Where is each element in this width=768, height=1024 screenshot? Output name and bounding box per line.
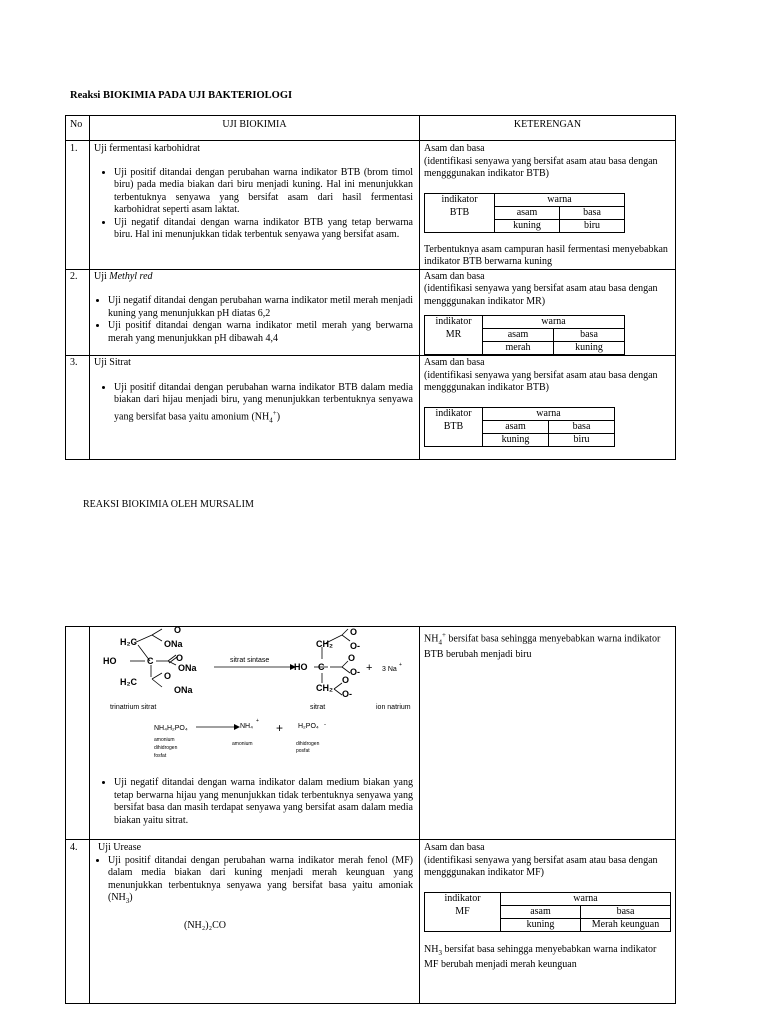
chem-label: ONa <box>164 639 183 649</box>
uji-bullets <box>94 382 413 427</box>
keterangan-cell <box>420 141 676 270</box>
chem-label: O- <box>342 689 352 699</box>
basa-label: basa <box>560 206 625 219</box>
ket-heading: Asam dan basa <box>424 357 485 368</box>
uji-cell <box>90 141 420 270</box>
ket-note: Terbentuknya asam campuran hasil fermentasi menyebabkan indikator BTB berwarna kuning <box>424 243 668 267</box>
asam-label: asam <box>483 420 549 433</box>
uji-title: Uji Sitrat <box>94 357 131 368</box>
uji-bullets <box>90 777 419 827</box>
asam-value: kuning <box>501 918 581 931</box>
ket-heading: Asam dan basa <box>424 270 485 282</box>
header-keterangan: KETERENGAN <box>420 116 676 141</box>
asam-value: merah <box>483 342 554 355</box>
indicator-table <box>424 193 625 233</box>
warna-label: warna <box>483 316 625 329</box>
table-row <box>66 840 676 1004</box>
ket-description: (identifikasi senyawa yang bersifat asam atau basa dengan mengggunakan indikator BTB) <box>424 369 658 393</box>
basa-label: basa <box>581 905 671 918</box>
indicator-label: indikator <box>425 193 495 206</box>
chem-label: ONa <box>178 663 197 673</box>
indicator-empty <box>425 342 483 355</box>
chem-formula: NH₄H₂PO₄ <box>154 725 188 732</box>
indicator-label: indikator <box>425 407 483 420</box>
biochemistry-table-2 <box>65 626 676 1004</box>
chem-label: CH₂ <box>316 683 333 693</box>
indicator-table <box>424 407 615 447</box>
compound-label: dihidrogen <box>154 745 178 751</box>
ket-heading: Asam dan basa <box>424 143 485 154</box>
indicator-name: BTB <box>425 420 483 433</box>
basa-value: biru <box>549 433 615 446</box>
indicator-label: indikator <box>425 892 501 905</box>
basa-label: basa <box>549 420 615 433</box>
header-no: No <box>66 116 90 141</box>
bond <box>168 655 176 661</box>
chem-formula: NH₄ <box>240 723 253 730</box>
uji-cell <box>90 356 420 460</box>
uji-cell <box>90 627 420 840</box>
chem-label: H₂C <box>120 637 137 647</box>
asam-value: kuning <box>483 433 549 446</box>
compound-label: fosfat <box>154 753 167 759</box>
uji-title: Uji Methyl red <box>94 270 153 282</box>
basa-label: basa <box>554 329 625 342</box>
chem-label: C <box>318 662 325 672</box>
indicator-table <box>424 315 625 355</box>
indicator-label: indikator <box>425 316 483 329</box>
table-row <box>66 356 676 460</box>
chem-formula: H₂PO₄ <box>298 723 319 730</box>
bond <box>342 667 350 673</box>
list-item: • Uji positif ditandai dengan warna indikator metil merah yang berwarna merah yang menunjukkan pH dibawah 4,4 <box>108 320 413 345</box>
warna-label: warna <box>501 892 671 905</box>
chem-label: ONa <box>174 685 193 695</box>
row-number: 3. <box>66 356 90 460</box>
ket-heading: Asam dan basa <box>424 842 485 853</box>
plus-sign: + <box>276 721 284 735</box>
list-item: • Uji positif ditandai dengan perubahan warna indikator merah fenol (MF) dalam media biakan dari kuning menjadi merah keunguan yang menunjukkan terbentuknya senyawa yang bersifat basa yaitu amoniak $(NH_3)$ <box>108 855 413 908</box>
sodium-ion: 3 Na <box>382 666 397 673</box>
compound-label: sitrat <box>310 704 326 711</box>
row-number <box>66 627 90 840</box>
keterangan-cell <box>420 269 676 356</box>
indicator-empty <box>425 433 483 446</box>
uji-bullets <box>94 855 413 908</box>
basa-value: Merah keunguan <box>581 918 671 931</box>
table-row <box>66 627 676 840</box>
bond <box>152 679 162 687</box>
asam-label: asam <box>501 905 581 918</box>
enzyme-label: sitrat sintase <box>230 657 270 664</box>
bond <box>334 689 342 695</box>
row-number: 4. <box>66 840 90 1004</box>
chem-label: O <box>164 671 172 681</box>
bond <box>152 673 162 679</box>
indicator-name: MF <box>425 905 501 918</box>
uji-title: Uji fermentasi karbohidrat <box>94 143 201 154</box>
asam-label: asam <box>483 329 554 342</box>
chem-label: HO <box>103 656 117 666</box>
chem-label: O <box>350 627 358 637</box>
basa-value: kuning <box>554 342 625 355</box>
list-item: • Uji positif ditandai dengan perubahan warna indikator BTB (brom timol biru) pada media biakan dari biru menjadi kuning. Hal ini menunjukkan terbentuknya senyawa yang bersifat asam dari hasil fermentasi karbohidrat seperti asam laktat. <box>114 167 413 217</box>
bond <box>334 683 342 689</box>
compound-label: amonium <box>232 741 253 747</box>
indicator-table <box>424 892 671 932</box>
urea-formula: (NH₂)₂CO <box>184 919 226 931</box>
chem-label: O <box>342 675 350 685</box>
table-row <box>66 269 676 356</box>
list-item: • Uji positif ditandai dengan perubahan warna indikator BTB dalam media biakan dari hijau menjadi biru, yang menunjukkan terbentuknya senyawa yang bersifat basa yaitu amonium $(NH_4^+)$ <box>114 382 413 427</box>
row-number: 1. <box>66 141 90 270</box>
keterangan-cell <box>420 627 676 840</box>
list-item: • Uji negatif ditandai dengan perubahan warna indikator metil merah menjadi kuning yang menunjukkan pH diatas 6,2 <box>108 295 413 320</box>
chem-charge: + <box>256 718 259 724</box>
chem-label: H₂C <box>120 677 137 687</box>
asam-label: asam <box>495 206 560 219</box>
chem-label: CH₂ <box>316 639 333 649</box>
asam-value: kuning <box>495 219 560 232</box>
indicator-name: MR <box>425 329 483 342</box>
compound-label: amonium <box>154 737 175 743</box>
table-row <box>66 141 676 270</box>
uji-title: Uji Urease <box>98 842 142 853</box>
ket-description: (identifikasi senyawa yang bersifat asam atau basa dengan mengggunakan indikator MF) <box>424 854 658 878</box>
keterangan-cell <box>420 356 676 460</box>
chem-label: O <box>174 627 182 635</box>
citrate-reaction-diagram <box>90 627 420 777</box>
uji-cell <box>90 269 420 356</box>
sodium-ion-charge: + <box>399 662 402 668</box>
compound-label: dihidrogen <box>296 741 320 747</box>
warna-label: warna <box>495 193 625 206</box>
uji-bullets <box>94 295 413 345</box>
header-uji: UJI BIOKIMIA <box>90 116 420 141</box>
chem-charge: - <box>324 722 326 728</box>
warna-label: warna <box>483 407 615 420</box>
row-number: 2. <box>66 269 90 356</box>
ket-description: (identifikasi senyawa yang bersifat asam atau basa dengan mengggunakan indikator BTB) <box>424 155 658 179</box>
compound-label: ion natrium <box>376 704 411 711</box>
chem-label: O <box>176 653 184 663</box>
chem-label: O- <box>350 667 360 677</box>
document-title: Reaksi BIOKIMIA PADA UJI BAKTERIOLOGI <box>70 90 293 101</box>
section-title: REAKSI BIOKIMIA OLEH MURSALIM <box>83 499 254 510</box>
uji-cell <box>90 840 420 1004</box>
ket-note: $NH_3$ bersifat basa sehingga menyebabkan warna indikator MF berubah menjadi merah keunguan <box>424 943 657 970</box>
chem-label: O <box>348 653 356 663</box>
plus-sign: + <box>366 662 373 674</box>
indicator-empty <box>425 918 501 931</box>
ket-description: (identifikasi senyawa yang bersifat asam atau basa dengan mengggunakan indikator MR) <box>424 283 658 307</box>
bond <box>152 635 162 641</box>
table-header-row <box>66 116 676 141</box>
compound-label: posfat <box>296 748 310 754</box>
chem-label: HO <box>294 662 308 672</box>
indicator-empty <box>425 219 495 232</box>
list-item: • Uji negatif ditandai dengan warna indikator dalam medium biakan yang tetap berwarna hijau yang menunjukkan tidak terbentuknya senyawa yang bersifat basa dan masih terdapat senyawa yang bersifat asam dalam media biakan yaitu sitrat. <box>114 777 413 827</box>
compound-label: trinatrium sitrat <box>110 704 157 711</box>
bond <box>342 629 348 635</box>
bond <box>342 635 350 641</box>
ket-note: $NH_4^+$ bersifat basa sehingga menyebabkan warna indikator BTB berubah menjadi biru <box>424 631 661 660</box>
indicator-name: BTB <box>425 206 495 219</box>
basa-value: biru <box>560 219 625 232</box>
chem-label: C <box>147 656 154 666</box>
keterangan-cell <box>420 840 676 1004</box>
chem-label: O- <box>350 641 360 651</box>
biochemistry-table-1 <box>65 115 676 460</box>
bond <box>152 629 162 635</box>
list-item: • Uji negatif ditandai dengan warna indikator BTB yang tetap berwarna biru. Hal ini menunjukkan tidak terbentuk senyawa yang bersifat asam. <box>114 217 413 242</box>
uji-bullets <box>94 167 413 243</box>
